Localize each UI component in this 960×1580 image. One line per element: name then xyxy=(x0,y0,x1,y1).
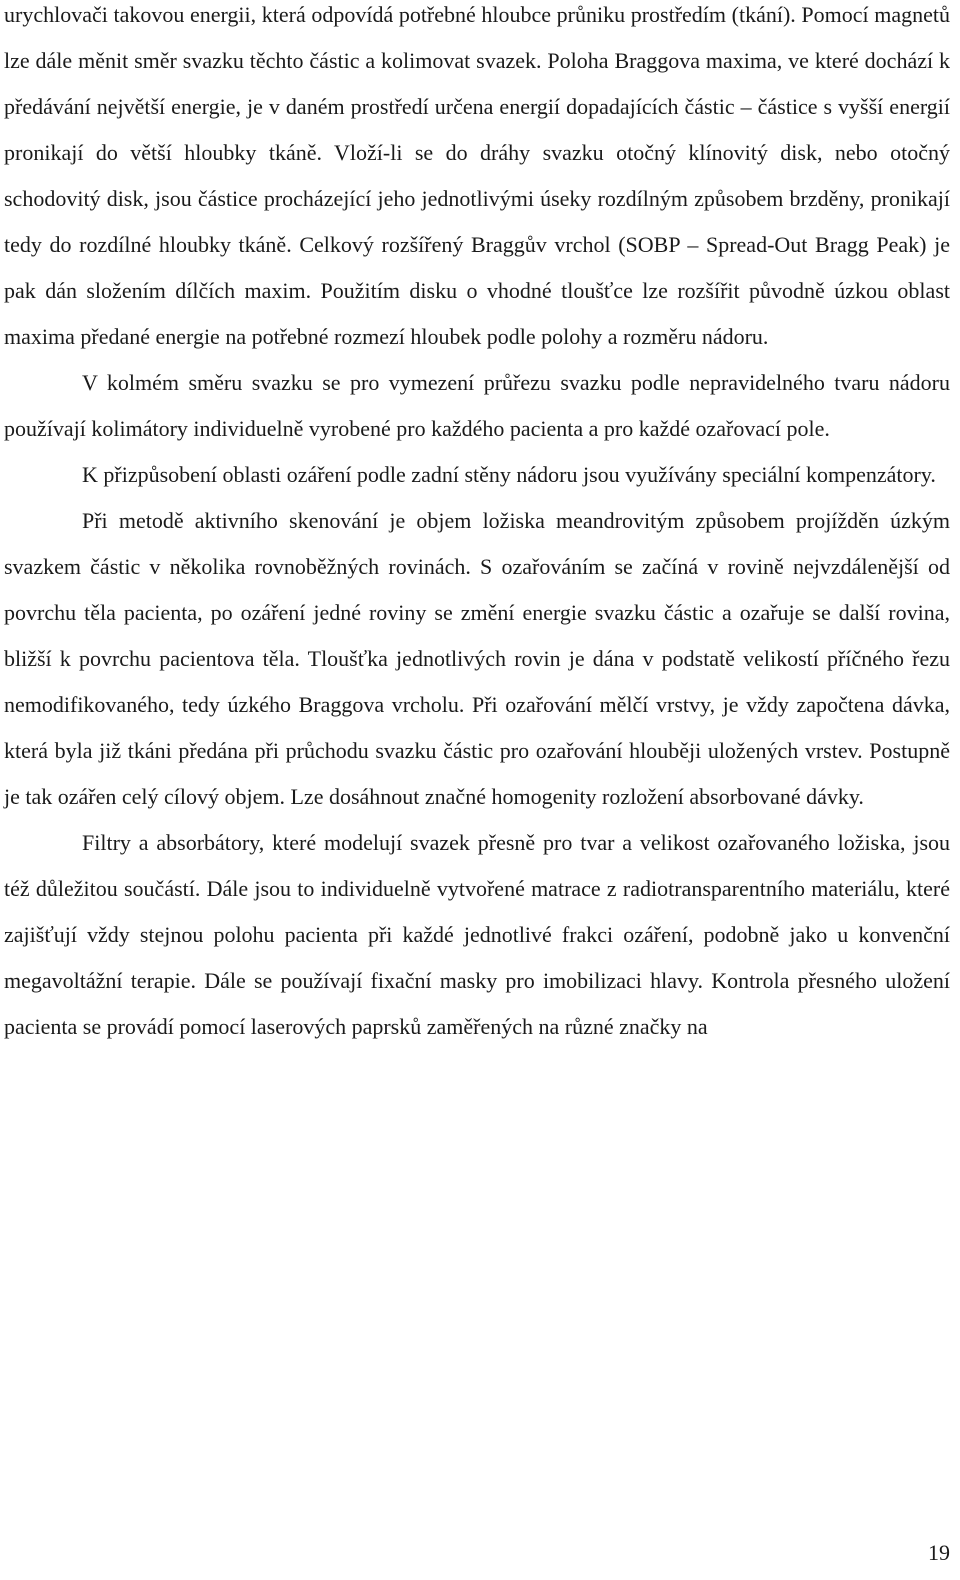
paragraph-2: V kolmém směru svazku se pro vymezení průřezu svazku podle nepravidelného tvaru nádoru používají kolimátory individuelně vyrobené pro každého pacienta a pro každé ozařovací pole. xyxy=(4,370,950,441)
paragraph-5: Filtry a absorbátory, které modelují svazek přesně pro tvar a velikost ozařovaného ložiska, jsou též důležitou součástí. Dále jsou to individuelně vytvořené matrace z radiotransparentního materiálu, které zajišťují vždy stejnou polohu pacienta při každé jednotlivé frakci ozáření, podobně jako u konvenční megavoltážní terapie. Dále se používají fixační masky pro imobilizaci hlavy. Kontrola přesného uložení pacienta se provádí pomocí laserových paprsků zaměřených na různé značky na xyxy=(4,830,950,1039)
paragraph-1: urychlovači takovou energii, která odpovídá potřebné hloubce průniku prostředím (tkání). Pomocí magnetů lze dále měnit směr svazku těchto částic a kolimovat svazek. Poloha Braggova maxima, ve které dochází k předávání největší energie, je v daném prostředí určena energií dopadajících částic – částice s vyšší energií pronikají do větší hloubky tkáně. Vloží-li se do dráhy svazku otočný klínovitý disk, nebo otočný schodovitý disk, jsou částice procházející jeho jednotlivými úseky rozdílným způsobem brzděny, pronikají tedy do rozdílné hloubky tkáně. Celkový rozšířený Braggův vrchol (SOBP – Spread-Out Bragg Peak) je pak dán složením dílčích maxim. Použitím disku o vhodné tloušťce lze rozšířit původně úzkou oblast maxima předané energie na potřebné rozmezí hloubek podle polohy a rozměru nádoru. xyxy=(4,2,950,349)
paragraph-3: K přizpůsobení oblasti ozáření podle zadní stěny nádoru jsou využívány speciální kompenzátory. xyxy=(82,462,936,487)
paragraph-4: Při metodě aktivního skenování je objem ložiska meandrovitým způsobem projížděn úzkým svazkem částic v několika rovnoběžných rovinách. S ozařováním se začíná v rovině nejvzdálenější od povrchu těla pacienta, po ozáření jedné roviny se změní energie svazku částic a ozařuje se další rovina, bližší k povrchu pacientova těla. Tloušťka jednotlivých rovin je dána v podstatě velikostí příčného řezu nemodifikovaného, tedy úzkého Braggova vrcholu. Při ozařování mělčí vrstvy, je vždy započtena dávka, která byla již tkáni předána při průchodu svazku částic pro ozařování hlouběji uložených vrstev. Postupně je tak ozářen celý cílový objem. Lze dosáhnout značné homogenity rozložení absorbované dávky. xyxy=(4,508,950,809)
page-number: 19 xyxy=(928,1540,950,1565)
body-text xyxy=(4,0,950,1050)
